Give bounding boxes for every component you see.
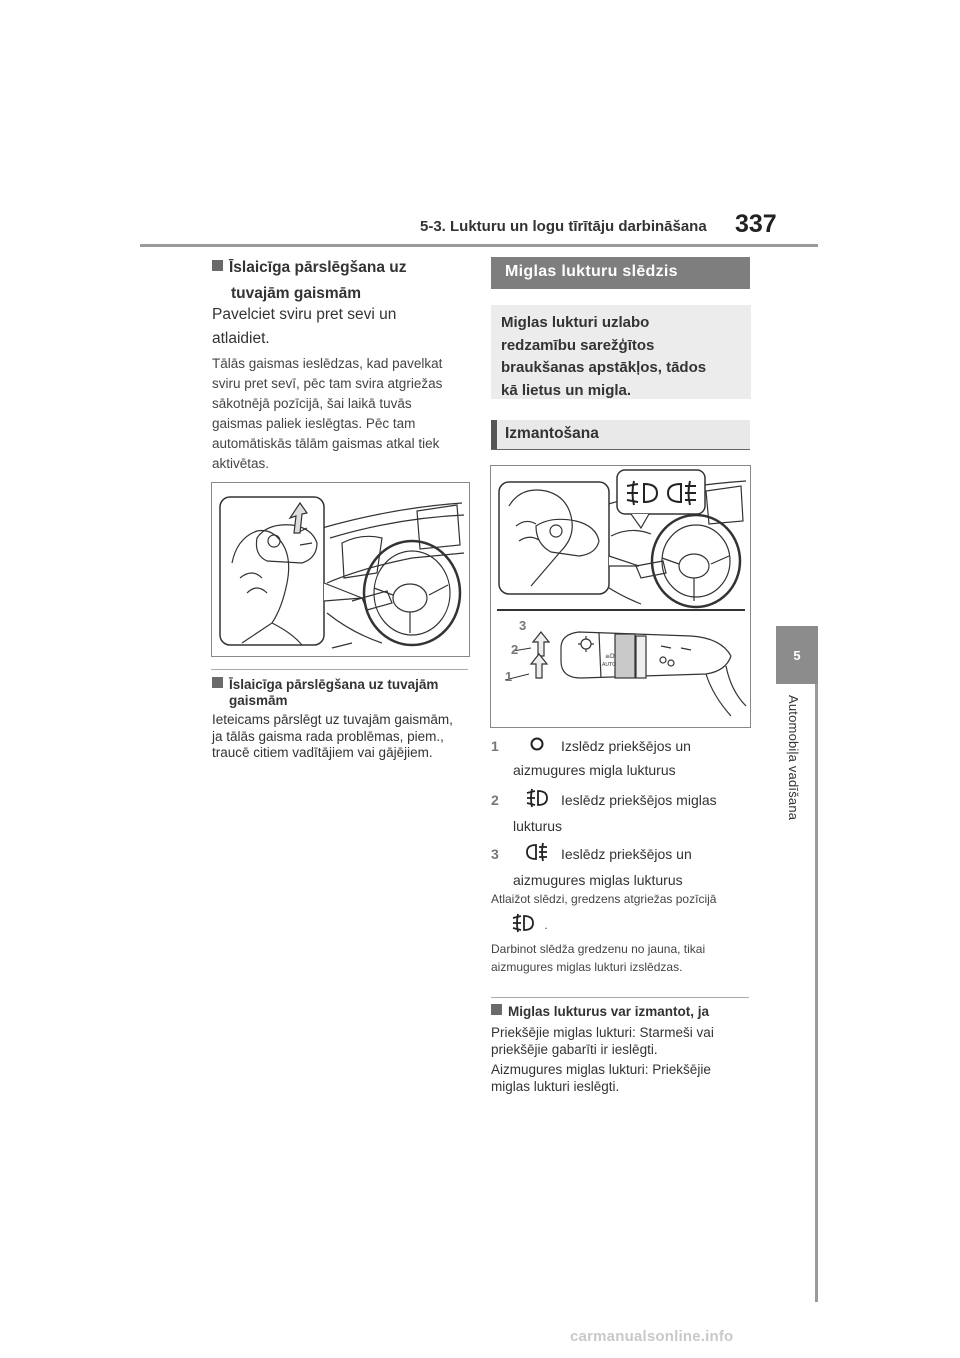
return-note-icon-line: . (491, 913, 773, 938)
intro-box: Miglas lukturi uzlabo redzamību sarežģītos braukšanas apstākļos, tādos kā lietus un migla. (491, 305, 751, 399)
list-item-2: 2 Ieslēdz priekšējos miglas lukturus (491, 788, 753, 838)
return-note: Atlaižot slēdzi, gredzens atgriežas pozīcijā (491, 892, 717, 906)
description-text: Tālās gaismas ieslēdzas, kad pavelkat sviru pret sevī, pēc tam svira atgriežas sākotnējā pozīcijā, šai laikā tuvās gaismas paliek ieslēgtas. Pēc tam automātiskās tālām gaismas atkal tiek aktivētas. (212, 356, 443, 471)
usage-front-text: Priekšējie miglas lukturi: Starmeši vai priekšējie gabarīti ir ieslēgti. (491, 1025, 714, 1057)
list-item-3: 3 Ieslēdz priekšējos un aizmugures miglas lukturus (491, 842, 753, 892)
chapter-label: Automobiļa vadīšana (786, 695, 801, 821)
note-divider (211, 669, 468, 670)
figure-label-1: 1 (505, 669, 513, 684)
section-banner: Miglas lukturu slēdzis (491, 257, 750, 289)
note-text: Ieteicams pārslēgt uz tuvajām gaismām, ja tālās gaisma rada problēmas, piem., traucē citiem vadītājiem vai gājējiem. (212, 712, 453, 760)
list-item-1: 1 Izslēdz priekšējos un aizmugures migla lukturus (491, 735, 753, 782)
lever-pull-illustration (211, 482, 470, 657)
ring-off-icon (513, 736, 561, 759)
usage-rear-text: Aizmugures miglas lukturi: Priekšējie miglas lukturi ieslēgti. (491, 1062, 711, 1094)
subheading-usage: Izmantošana (491, 420, 750, 450)
svg-text:≡D: ≡D (605, 653, 615, 660)
front-fog-icon (511, 913, 535, 938)
heading-momentary-low-beam: Īslaicīga pārslēgšana uz tuvajām gaismām (212, 255, 462, 307)
page-number: 337 (735, 210, 777, 238)
svg-text:AUTO: AUTO (602, 662, 617, 668)
repeat-note: Darbinot slēdža gredzenu no jauna, tikai aizmugures miglas lukturi izslēdzas. (491, 942, 706, 974)
chapter-tab[interactable]: 5 (776, 626, 818, 684)
watermark: carmanualsonline.info (570, 1328, 734, 1345)
bullet-square-icon (491, 1004, 502, 1015)
instruction-text: Pavelciet sviru pret sevi un atlaidiet. (212, 306, 397, 347)
bullet-square-icon (212, 677, 223, 688)
note-heading: Īslaicīga pārslēgšana uz tuvajām gaismām (212, 677, 469, 709)
usage-divider (491, 997, 749, 998)
section-title: 5-3. Lukturu un logu tīrītāju darbināšana (420, 218, 707, 235)
rear-fog-icon (513, 842, 561, 869)
figure-label-2: 2 (511, 642, 519, 657)
subheading-bar (491, 420, 497, 449)
front-fog-icon (513, 788, 561, 815)
header-divider (140, 244, 818, 247)
fog-switch-illustration (490, 465, 751, 728)
figure-label-3: 3 (519, 618, 527, 633)
tab-divider (815, 684, 818, 1302)
bullet-square-icon (212, 260, 223, 271)
usage-heading: Miglas lukturus var izmantot, ja (491, 1004, 753, 1019)
